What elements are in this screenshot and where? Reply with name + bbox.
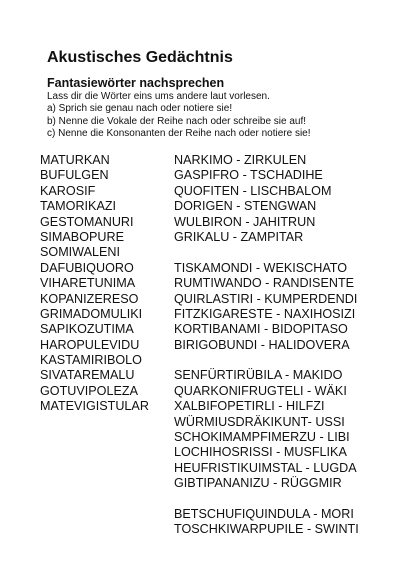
word-item: DAFUBIQUORO bbox=[40, 260, 134, 275]
word-pair-item: QUOFITEN - LISCHBALOM bbox=[174, 183, 332, 198]
word-pair-item: TOSCHKIWARPUPILE - SWINTI bbox=[174, 522, 359, 537]
word-item: HAROPULEVIDU bbox=[40, 337, 140, 352]
word-pair-item: TISKAMONDI - WEKISCHATO bbox=[174, 260, 348, 275]
instruction-line: a) Sprich sie genau nach oder notiere sie! bbox=[47, 103, 233, 115]
right-word-column bbox=[174, 153, 359, 538]
word-item: GESTOMANURI bbox=[40, 214, 134, 229]
word-item: SIMABOPURE bbox=[40, 229, 124, 244]
word-pair-item: FITZKIGARESTE - NAXIHOSIZI bbox=[174, 306, 356, 321]
blank-row bbox=[174, 245, 359, 260]
word-pair-item: SENFÜRTIRÜBILA - MAKIDO bbox=[174, 368, 343, 383]
word-pair-item: RUMTIWANDO - RANDISENTE bbox=[174, 276, 355, 291]
word-pair-item: BETSCHUFIQUINDULA - MORI bbox=[174, 506, 354, 521]
word-item: SOMIWALENI bbox=[40, 245, 121, 260]
word-pair-item: WÜRMIUSDRÄKIKUNT- USSI bbox=[174, 414, 345, 429]
word-pair-item: KORTIBANAMI - BIDOPITASO bbox=[174, 322, 348, 337]
word-item: SAPIKOZUTIMA bbox=[40, 322, 134, 337]
instructions bbox=[47, 91, 311, 141]
word-pair-item: LOCHIHOSRISSI - MUSFLIKA bbox=[174, 445, 347, 460]
word-item: GRIMADOMULIKI bbox=[40, 306, 143, 321]
word-pair-item: QUARKONIFRUGTELI - WÄKI bbox=[174, 383, 347, 398]
word-pair-item: QUIRLASTIRI - KUMPERDENDI bbox=[174, 291, 358, 306]
word-pair-item: WULBIRON - JAHITRUN bbox=[174, 214, 316, 229]
page-title: Akustisches Gedächtnis bbox=[47, 49, 233, 66]
instruction-line: c) Nenne die Konsonanten der Reihe nach oder notiere sie! bbox=[47, 128, 311, 140]
word-item: KASTAMIRIBOLO bbox=[40, 353, 142, 368]
word-pair-item: GRIKALU - ZAMPITAR bbox=[174, 229, 304, 244]
word-item: BUFULGEN bbox=[40, 168, 109, 183]
word-pair-item: DORIGEN - STENGWAN bbox=[174, 199, 317, 214]
word-item: KAROSIF bbox=[40, 183, 96, 198]
word-pair-item: NARKIMO - ZIRKULEN bbox=[174, 153, 307, 167]
exercise-subtitle: Fantasiewörter nachsprechen bbox=[47, 76, 225, 90]
instruction-line: b) Nenne die Vokale der Reihe nach oder schreibe sie auf! bbox=[47, 115, 307, 127]
word-pair-item: BIRIGOBUNDI - HALIDOVERA bbox=[174, 337, 350, 352]
word-item: VIHARETUNIMA bbox=[40, 276, 136, 291]
word-item: SIVATAREMALU bbox=[40, 368, 135, 383]
word-item: GOTUVIPOLEZA bbox=[40, 383, 138, 398]
word-item: MATEVIGISTULAR bbox=[40, 399, 149, 414]
word-item: TAMORIKAZI bbox=[40, 199, 117, 214]
word-pair-item: GASPIFRO - TSCHADIHE bbox=[174, 168, 323, 183]
blank-row bbox=[174, 353, 359, 368]
word-item: KOPANIZERESO bbox=[40, 291, 139, 306]
left-word-column bbox=[40, 153, 149, 415]
word-pair-item: SCHOKIMAMPFIMERZU - LIBI bbox=[174, 430, 350, 445]
word-item: MATURKAN bbox=[40, 153, 110, 167]
word-pair-item: HEUFRISTIKUIMSTAL - LUGDA bbox=[174, 460, 357, 475]
instruction-line: Lass dir die Wörter eins ums andere laut vorlesen. bbox=[47, 91, 270, 102]
blank-row bbox=[174, 492, 359, 507]
word-pair-item: GIBTIPANANIZU - RÜGGMIR bbox=[174, 476, 342, 491]
word-pair-item: XALBIFOPETIRLI - HILFZI bbox=[174, 399, 325, 414]
